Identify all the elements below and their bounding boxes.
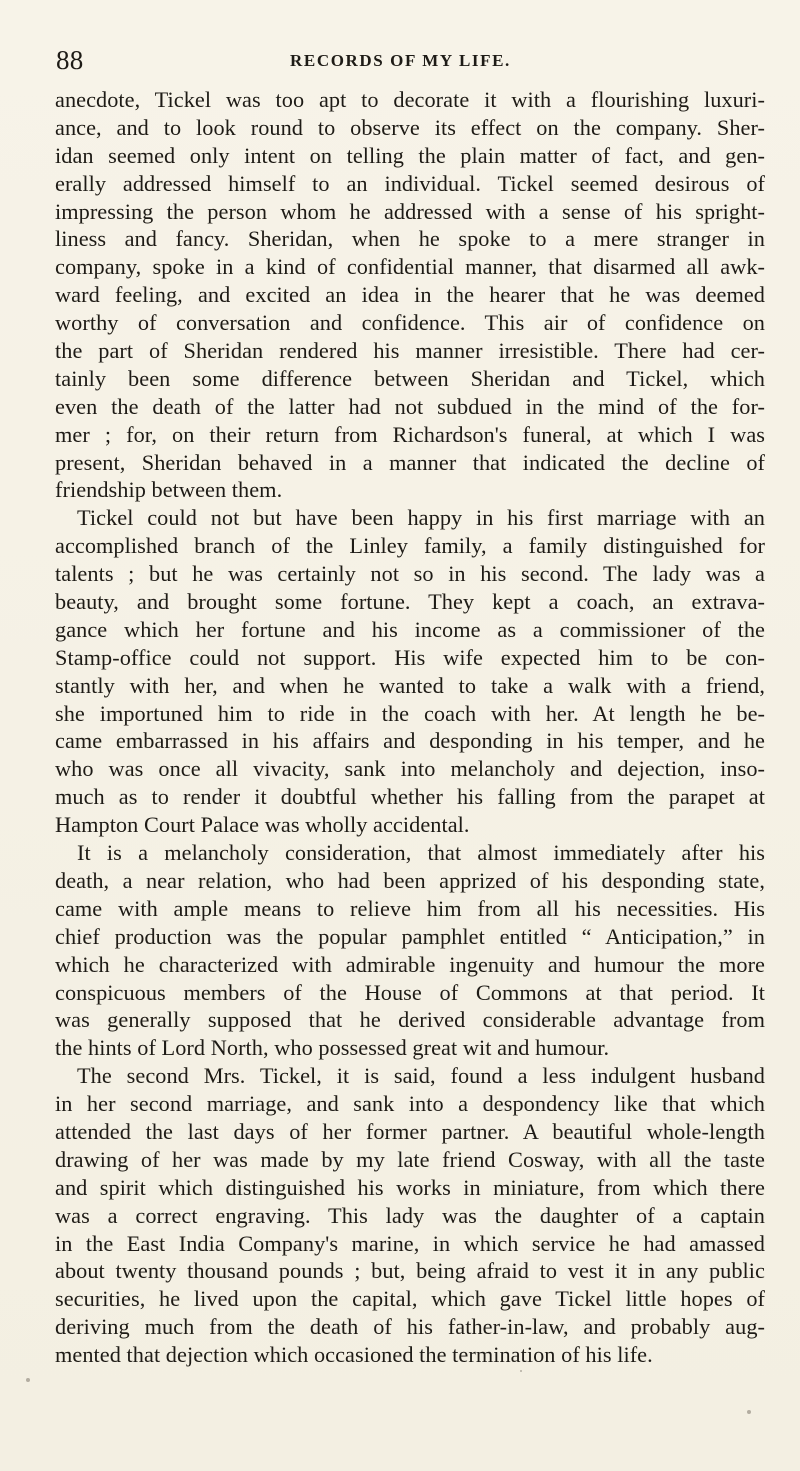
- text-line: The second Mrs. Tickel, it is said, found a less indulgent husband: [77, 1063, 765, 1089]
- text-line: even the death of the latter had not subdued in the mind of the for-: [55, 393, 765, 419]
- text-line: the hints of Lord North, who possessed great wit and humour.: [55, 1035, 610, 1061]
- text-line: company, spoke in a kind of confidential manner, that disarmed all awk-: [55, 254, 765, 280]
- text-line: gance which her fortune and his income as a commissioner of the: [55, 616, 765, 642]
- text-line: friendship between them.: [55, 477, 283, 503]
- paper-speck: [747, 1410, 751, 1414]
- text-line: idan seemed only intent on telling the plain matter of fact, and gen-: [55, 142, 765, 168]
- text-line: ance, and to look round to observe its effect on the company. Sher-: [55, 114, 765, 140]
- text-line: in her second marriage, and sank into a despondency like that which: [55, 1091, 765, 1117]
- text-line: and spirit which distinguished his works in miniature, from which there: [55, 1174, 765, 1200]
- text-line: was generally supposed that he derived considerable advantage from: [55, 1007, 765, 1033]
- text-line: which he characterized with admirable ingenuity and humour the more: [55, 951, 765, 977]
- text-line: tainly been some difference between Sheridan and Tickel, which: [55, 365, 765, 391]
- paper-speck: [26, 1378, 30, 1382]
- text-line: drawing of her was made by my late friend Cosway, with all the taste: [55, 1146, 765, 1172]
- text-line: chief production was the popular pamphlet entitled “ Anticipation,” in: [55, 923, 765, 949]
- text-line: about twenty thousand pounds ; but, being afraid to vest it in any public: [55, 1258, 765, 1284]
- text-line: mer ; for, on their return from Richardson's funeral, at which I was: [55, 421, 765, 447]
- text-line: she importuned him to ride in the coach with her. At length he be-: [55, 700, 765, 726]
- text-line: beauty, and brought some fortune. They kept a coach, an extrava-: [55, 589, 765, 615]
- text-line: attended the last days of her former partner. A beautiful whole-length: [55, 1118, 765, 1144]
- text-line: Stamp-office could not support. His wife expected him to be con-: [55, 644, 765, 670]
- body-text: [55, 86, 765, 1369]
- text-line: Hampton Court Palace was wholly accidental.: [55, 812, 470, 838]
- running-title: RECORDS OF MY LIFE.: [290, 51, 511, 70]
- text-line: who was once all vivacity, sank into melancholy and dejection, inso-: [55, 756, 765, 782]
- text-line: conspicuous members of the House of Commons at that period. It: [55, 979, 765, 1005]
- text-line: Tickel could not but have been happy in his first marriage with an: [77, 505, 765, 531]
- running-head: [56, 44, 756, 76]
- text-line: liness and fancy. Sheridan, when he spoke to a mere stranger in: [55, 226, 765, 252]
- text-line: the part of Sheridan rendered his manner irresistible. There had cer-: [55, 338, 765, 364]
- text-line: ward feeling, and excited an idea in the hearer that he was deemed: [55, 282, 765, 308]
- text-line: in the East India Company's marine, in which service he had amassed: [55, 1230, 765, 1256]
- text-line: much as to render it doubtful whether his falling from the parapet at: [55, 784, 765, 810]
- text-line: accomplished branch of the Linley family, a family distinguished for: [55, 533, 765, 559]
- text-line: death, a near relation, who had been apprized of his desponding state,: [55, 867, 765, 893]
- text-line: deriving much from the death of his father-in-law, and probably aug-: [55, 1314, 765, 1340]
- text-line: impressing the person whom he addressed with a sense of his spright-: [55, 198, 765, 224]
- text-line: talents ; but he was certainly not so in his second. The lady was a: [55, 561, 765, 587]
- text-line: present, Sheridan behaved in a manner that indicated the decline of: [55, 449, 765, 475]
- text-line: worthy of conversation and confidence. This air of confidence on: [55, 310, 765, 336]
- text-line: erally addressed himself to an individual. Tickel seemed desirous of: [55, 170, 765, 196]
- text-line: was a correct engraving. This lady was the daughter of a captain: [55, 1202, 765, 1228]
- paper-speck: [520, 1370, 522, 1372]
- text-line: mented that dejection which occasioned the termination of his life.: [55, 1342, 653, 1368]
- page-number: 88: [56, 45, 84, 75]
- text-line: came embarrassed in his affairs and desponding in his temper, and he: [55, 728, 765, 754]
- text-line: came with ample means to relieve him from all his necessities. His: [55, 895, 765, 921]
- text-line: It is a melancholy consideration, that almost immediately after his: [77, 840, 765, 866]
- text-line: anecdote, Tickel was too apt to decorate it with a flourishing luxuri-: [55, 87, 765, 112]
- text-line: securities, he lived upon the capital, which gave Tickel little hopes of: [55, 1286, 765, 1312]
- text-line: stantly with her, and when he wanted to take a walk with a friend,: [55, 672, 765, 698]
